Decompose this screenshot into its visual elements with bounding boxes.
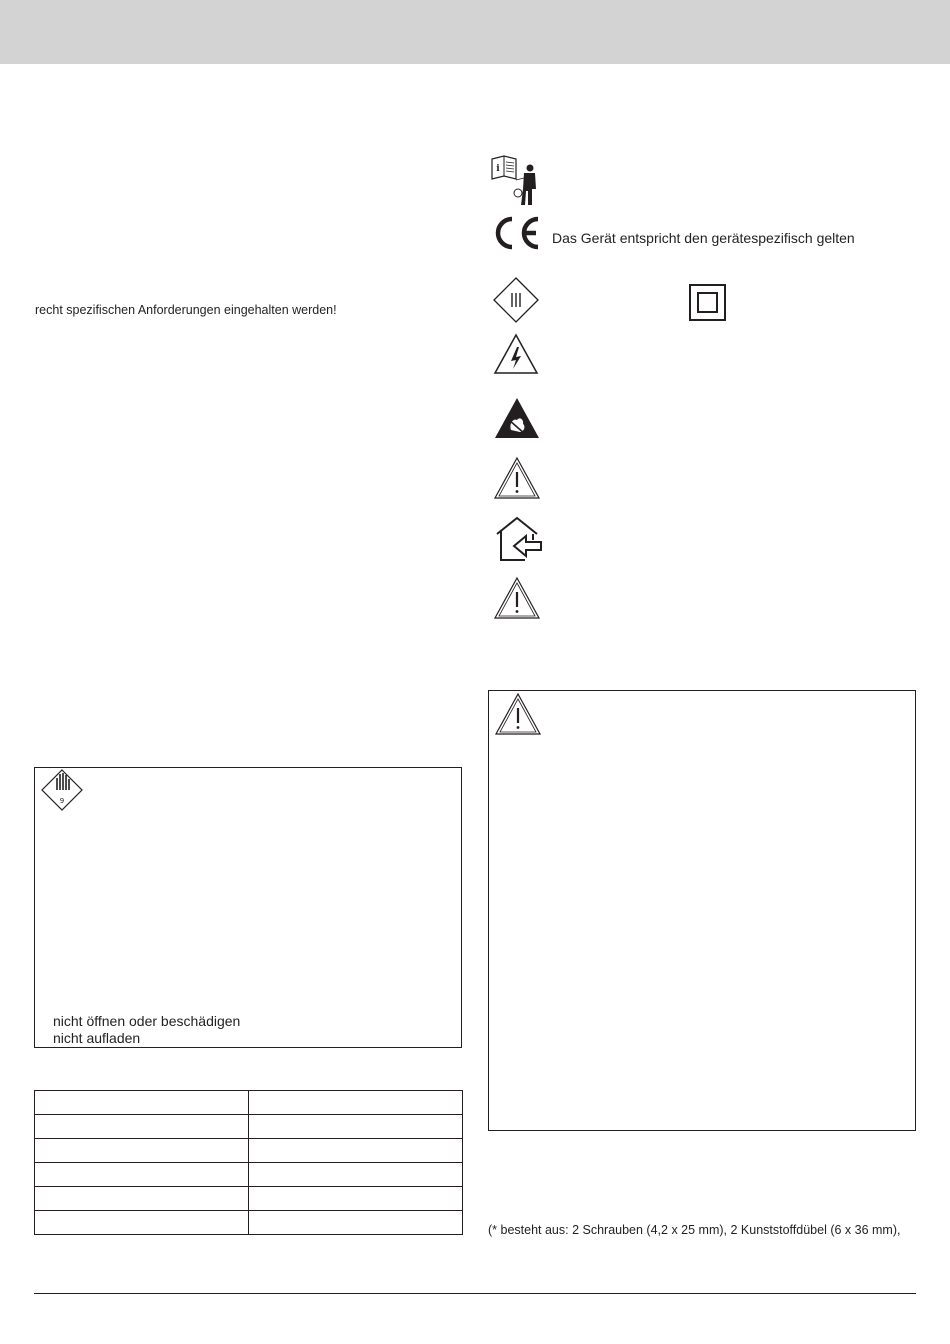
battery-warning-line-2: nicht aufladen <box>53 1030 141 1046</box>
svg-text:i: i <box>496 164 500 174</box>
table-cell <box>249 1163 463 1187</box>
protection-class-3-icon <box>493 277 539 323</box>
table-row <box>35 1187 463 1211</box>
table-row <box>35 1115 463 1139</box>
table-cell <box>35 1091 249 1115</box>
data-table <box>34 1090 463 1235</box>
safety-warning-box <box>488 690 916 1131</box>
ce-mark-icon <box>490 215 542 251</box>
table-cell <box>35 1115 249 1139</box>
hazard-class-9-icon <box>41 769 83 811</box>
table-cell <box>35 1163 249 1187</box>
table-row <box>35 1211 463 1235</box>
indoor-use-only-icon <box>494 516 542 562</box>
table-cell <box>35 1187 249 1211</box>
table-cell <box>35 1211 249 1235</box>
table-cell <box>249 1091 463 1115</box>
table-cell <box>249 1211 463 1235</box>
table-cell <box>249 1139 463 1163</box>
battery-warning-box <box>34 767 462 1048</box>
warning-triangle-icon <box>493 456 541 500</box>
table-cell <box>249 1187 463 1211</box>
protection-class-2-icon <box>689 284 727 322</box>
table-row <box>35 1163 463 1187</box>
table-row <box>35 1139 463 1163</box>
ce-conformity-text: Das Gerät entspricht den gerätespezifisch gelten <box>552 230 855 246</box>
mounting-kit-footnote: (* besteht aus: 2 Schrauben (4,2 x 25 mm), 2 Kunststoffdübel (6 x 36 mm), <box>488 1223 901 1237</box>
table-cell <box>35 1139 249 1163</box>
table-row <box>35 1091 463 1115</box>
high-voltage-warning-icon <box>493 333 539 375</box>
warning-triangle-icon-2 <box>493 576 541 620</box>
svg-text:9: 9 <box>59 797 65 805</box>
footer-rule <box>34 1293 916 1294</box>
header-band <box>0 0 950 64</box>
battery-warning-line-1: nicht öffnen oder beschädigen <box>53 1013 241 1029</box>
table-cell <box>249 1115 463 1139</box>
read-manual-icon <box>490 153 538 207</box>
spec-requirement-text: recht spezifischen Anforderungen eingehalten werden! <box>35 303 337 317</box>
warning-triangle-icon-3 <box>494 692 542 736</box>
esd-warning-icon <box>493 396 541 440</box>
